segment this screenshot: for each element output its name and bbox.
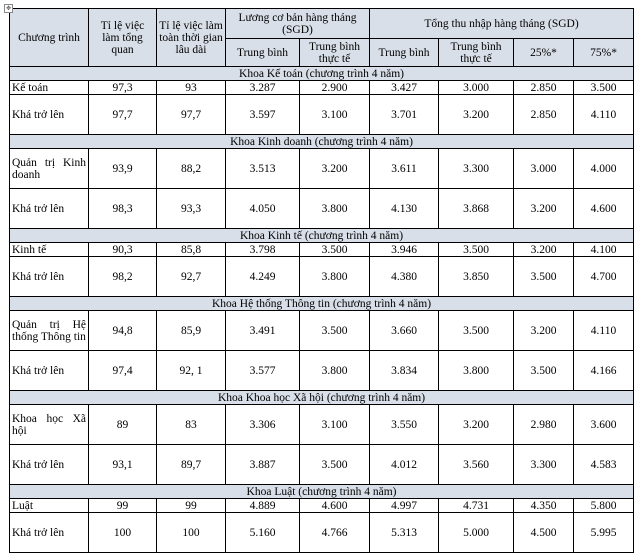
cell-basic-median: 3.100 bbox=[300, 405, 370, 445]
cell-basic-median: 3.500 bbox=[300, 311, 370, 351]
cell-p75: 4.583 bbox=[574, 445, 634, 485]
cell-basic-median: 2.900 bbox=[300, 81, 370, 95]
cell-overall-employment: 93,9 bbox=[89, 149, 157, 189]
cell-fulltime-employment: 85,9 bbox=[157, 311, 226, 351]
table-row bbox=[10, 405, 634, 445]
cell-gross-median: 5.000 bbox=[439, 513, 514, 553]
cell-basic-mean: 3.887 bbox=[226, 445, 300, 485]
cell-program: Khá trở lên bbox=[10, 257, 89, 297]
section-title: Khoa Kinh tế (chương trình 4 năm) bbox=[10, 229, 634, 243]
section-row bbox=[10, 485, 634, 499]
cell-basic-mean: 3.513 bbox=[226, 149, 300, 189]
cell-gross-mean: 3.611 bbox=[370, 149, 439, 189]
employment-salary-table bbox=[9, 8, 634, 553]
cell-gross-median: 3.800 bbox=[439, 351, 514, 391]
cell-gross-median: 3.500 bbox=[439, 311, 514, 351]
cell-gross-median: 3.560 bbox=[439, 445, 514, 485]
cell-overall-employment: 93,1 bbox=[89, 445, 157, 485]
section-title: Khoa Kinh doanh (chương trình 4 năm) bbox=[10, 135, 634, 149]
cell-basic-mean: 4.889 bbox=[226, 499, 300, 513]
cell-fulltime-employment: 85,8 bbox=[157, 243, 226, 257]
header-total-income: Tổng thu nhập hàng tháng (SGD) bbox=[370, 9, 634, 39]
cell-program: Khá trở lên bbox=[10, 513, 89, 553]
cell-program: Quản trị Kinh doanh bbox=[10, 149, 89, 189]
cell-p75: 4.166 bbox=[574, 351, 634, 391]
cell-p75: 4.110 bbox=[574, 95, 634, 135]
cell-fulltime-employment: 99 bbox=[157, 499, 226, 513]
cell-gross-mean: 3.550 bbox=[370, 405, 439, 445]
cell-gross-mean: 4.130 bbox=[370, 189, 439, 229]
cell-p75: 3.600 bbox=[574, 405, 634, 445]
table-row bbox=[10, 95, 634, 135]
header-basic-salary: Lương cơ bản hàng tháng (SGD) bbox=[226, 9, 370, 39]
cell-gross-median: 3.200 bbox=[439, 95, 514, 135]
cell-basic-mean: 4.050 bbox=[226, 189, 300, 229]
cell-gross-mean: 3.834 bbox=[370, 351, 439, 391]
cell-gross-median: 3.200 bbox=[439, 405, 514, 445]
section-row bbox=[10, 135, 634, 149]
cell-fulltime-employment: 88,2 bbox=[157, 149, 226, 189]
cell-fulltime-employment: 93 bbox=[157, 81, 226, 95]
cell-p75: 5.800 bbox=[574, 499, 634, 513]
cell-program: Khá trở lên bbox=[10, 95, 89, 135]
cell-gross-mean: 4.380 bbox=[370, 257, 439, 297]
section-row bbox=[10, 391, 634, 405]
cell-program: Kinh tế bbox=[10, 243, 89, 257]
cell-basic-mean: 3.597 bbox=[226, 95, 300, 135]
cell-gross-median: 3.868 bbox=[439, 189, 514, 229]
cell-p25: 3.200 bbox=[514, 243, 574, 257]
table-body bbox=[10, 9, 634, 553]
table-row bbox=[10, 149, 634, 189]
cell-p75: 4.700 bbox=[574, 257, 634, 297]
cell-basic-median: 3.100 bbox=[300, 95, 370, 135]
section-title: Khoa Luật (chương trình 4 năm) bbox=[10, 485, 634, 499]
cell-overall-employment: 89 bbox=[89, 405, 157, 445]
cell-program: Khá trở lên bbox=[10, 351, 89, 391]
cell-gross-median: 3.000 bbox=[439, 81, 514, 95]
cell-p25: 2.850 bbox=[514, 95, 574, 135]
cell-p25: 3.300 bbox=[514, 445, 574, 485]
cell-basic-median: 3.800 bbox=[300, 257, 370, 297]
header-gross-mean: Trung bình bbox=[370, 39, 439, 67]
cell-overall-employment: 94,8 bbox=[89, 311, 157, 351]
cell-overall-employment: 90,3 bbox=[89, 243, 157, 257]
cell-program: Khá trở lên bbox=[10, 189, 89, 229]
cell-fulltime-employment: 97,7 bbox=[157, 95, 226, 135]
cell-p25: 4.500 bbox=[514, 513, 574, 553]
header-p25: 25%* bbox=[514, 39, 574, 67]
cell-overall-employment: 100 bbox=[89, 513, 157, 553]
cell-basic-mean: 4.249 bbox=[226, 257, 300, 297]
cell-overall-employment: 97,4 bbox=[89, 351, 157, 391]
table-row bbox=[10, 189, 634, 229]
cell-fulltime-employment: 89,7 bbox=[157, 445, 226, 485]
cell-program: Khá trở lên bbox=[10, 445, 89, 485]
cell-fulltime-employment: 83 bbox=[157, 405, 226, 445]
cell-gross-mean: 3.660 bbox=[370, 311, 439, 351]
table-row bbox=[10, 513, 634, 553]
table-row bbox=[10, 311, 634, 351]
cell-p75: 4.600 bbox=[574, 189, 634, 229]
cell-basic-mean: 5.160 bbox=[226, 513, 300, 553]
table-row bbox=[10, 351, 634, 391]
cell-basic-median: 3.500 bbox=[300, 445, 370, 485]
header-gross-median: Trung bình thực tế bbox=[439, 39, 514, 67]
cell-p75: 3.500 bbox=[574, 81, 634, 95]
cell-basic-mean: 3.287 bbox=[226, 81, 300, 95]
cell-gross-median: 3.300 bbox=[439, 149, 514, 189]
cell-basic-median: 4.600 bbox=[300, 499, 370, 513]
cell-basic-median: 3.800 bbox=[300, 189, 370, 229]
header-program: Chương trình bbox=[10, 9, 89, 67]
cell-fulltime-employment: 93,3 bbox=[157, 189, 226, 229]
section-row bbox=[10, 229, 634, 243]
cell-basic-median: 3.500 bbox=[300, 243, 370, 257]
cell-gross-median: 3.500 bbox=[439, 243, 514, 257]
section-title: Khoa Kế toán (chương trình 4 năm) bbox=[10, 67, 634, 81]
cell-gross-median: 4.731 bbox=[439, 499, 514, 513]
cell-overall-employment: 97,7 bbox=[89, 95, 157, 135]
cell-p25: 2.980 bbox=[514, 405, 574, 445]
cell-fulltime-employment: 92,7 bbox=[157, 257, 226, 297]
cell-overall-employment: 98,3 bbox=[89, 189, 157, 229]
header-p75: 75%* bbox=[574, 39, 634, 67]
cell-p75: 4.110 bbox=[574, 311, 634, 351]
cell-p25: 3.500 bbox=[514, 351, 574, 391]
cell-basic-mean: 3.577 bbox=[226, 351, 300, 391]
cell-gross-mean: 3.701 bbox=[370, 95, 439, 135]
cell-p25: 3.200 bbox=[514, 189, 574, 229]
cell-p75: 4.100 bbox=[574, 243, 634, 257]
header-basic-median: Trung bình thực tế bbox=[300, 39, 370, 67]
cell-p25: 3.200 bbox=[514, 311, 574, 351]
cell-overall-employment: 98,2 bbox=[89, 257, 157, 297]
cell-program: Luật bbox=[10, 499, 89, 513]
cell-p75: 4.000 bbox=[574, 149, 634, 189]
cell-gross-mean: 3.427 bbox=[370, 81, 439, 95]
cell-p25: 3.500 bbox=[514, 257, 574, 297]
cell-p25: 4.350 bbox=[514, 499, 574, 513]
table-row bbox=[10, 499, 634, 513]
cell-overall-employment: 97,3 bbox=[89, 81, 157, 95]
cell-gross-mean: 3.946 bbox=[370, 243, 439, 257]
table-row bbox=[10, 243, 634, 257]
document-table-container bbox=[4, 4, 634, 553]
cell-program: Kế toán bbox=[10, 81, 89, 95]
table-row bbox=[10, 445, 634, 485]
cell-basic-mean: 3.306 bbox=[226, 405, 300, 445]
cell-gross-mean: 5.313 bbox=[370, 513, 439, 553]
section-title: Khoa Khoa học Xã hội (chương trình 4 năm) bbox=[10, 391, 634, 405]
cell-gross-mean: 4.012 bbox=[370, 445, 439, 485]
cell-basic-median: 3.800 bbox=[300, 351, 370, 391]
cell-p25: 2.850 bbox=[514, 81, 574, 95]
header-employment-fulltime: Tỉ lệ việc làm toàn thời gian lâu dài bbox=[157, 9, 226, 67]
cell-program: Quản trị Hệ thống Thông tin bbox=[10, 311, 89, 351]
cell-basic-median: 4.766 bbox=[300, 513, 370, 553]
section-row bbox=[10, 297, 634, 311]
cell-fulltime-employment: 92, 1 bbox=[157, 351, 226, 391]
header-employment-overall: Tỉ lệ việc làm tổng quan bbox=[89, 9, 157, 67]
cell-overall-employment: 99 bbox=[89, 499, 157, 513]
cell-gross-median: 3.850 bbox=[439, 257, 514, 297]
cell-fulltime-employment: 100 bbox=[157, 513, 226, 553]
section-title: Khoa Hệ thống Thông tin (chương trình 4 năm) bbox=[10, 297, 634, 311]
cell-basic-mean: 3.491 bbox=[226, 311, 300, 351]
table-row bbox=[10, 81, 634, 95]
cell-program: Khoa học Xã hội bbox=[10, 405, 89, 445]
cell-basic-mean: 3.798 bbox=[226, 243, 300, 257]
section-row bbox=[10, 67, 634, 81]
table-move-handle-icon[interactable]: ✥ bbox=[5, 5, 12, 12]
header-row-top bbox=[10, 9, 634, 39]
cell-p25: 3.000 bbox=[514, 149, 574, 189]
table-row bbox=[10, 257, 634, 297]
cell-basic-median: 3.200 bbox=[300, 149, 370, 189]
cell-p75: 5.995 bbox=[574, 513, 634, 553]
header-basic-mean: Trung bình bbox=[226, 39, 300, 67]
cell-gross-mean: 4.997 bbox=[370, 499, 439, 513]
